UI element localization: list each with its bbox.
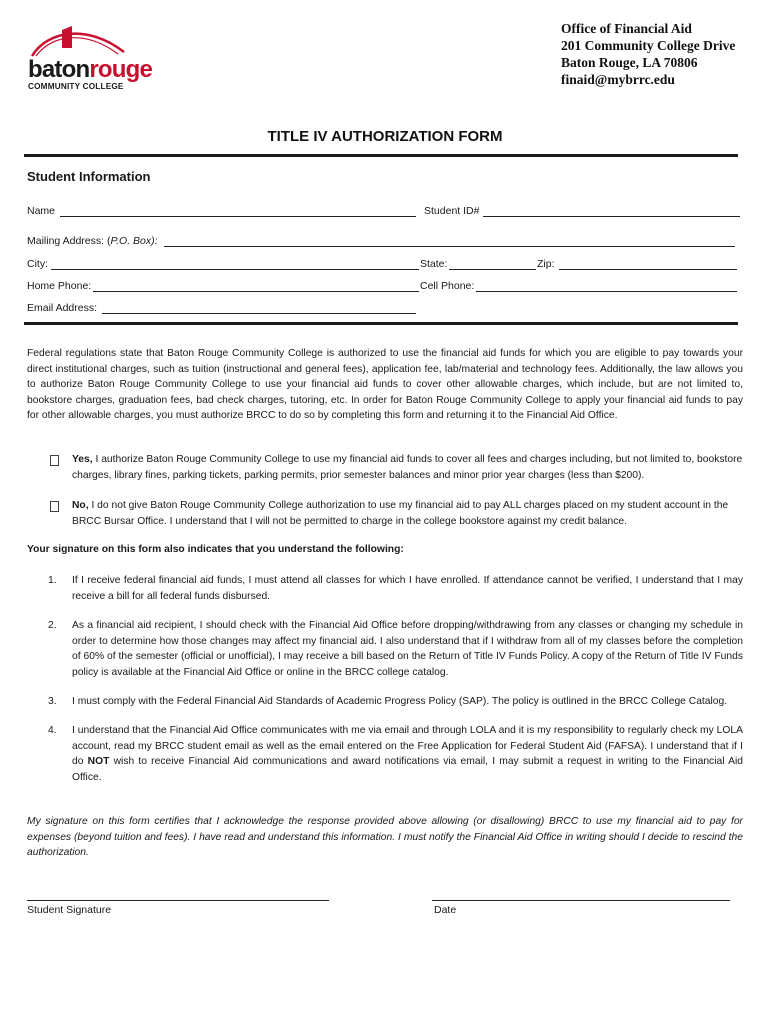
student-id-field[interactable] bbox=[483, 216, 740, 217]
mailing-address-field[interactable] bbox=[164, 246, 735, 247]
zip-field[interactable] bbox=[559, 269, 737, 270]
yes-text: I authorize Baton Rouge Community College to use my financial aid funds to cover all fees and charges including, but not limited to, bookstore charges, library fines, parking tickets, parking permits, prior semester balances and minor prior year charges (less than $200). bbox=[72, 454, 743, 481]
item-number: 1. bbox=[48, 575, 57, 586]
state-field[interactable] bbox=[449, 269, 536, 270]
mailing-label-text: Mailing Address: ( bbox=[27, 235, 111, 247]
section-rule bbox=[24, 322, 738, 325]
title-rule bbox=[24, 154, 738, 157]
list-item: I must comply with the Federal Financial Aid Standards of Academic Progress Policy (SAP). The policy is outlined in the BRCC College Catalog. bbox=[72, 696, 728, 707]
cell-phone-field[interactable] bbox=[476, 291, 737, 292]
item-4-text-bold: NOT bbox=[87, 756, 110, 767]
office-city: Baton Rouge, LA 70806 bbox=[561, 55, 698, 70]
office-name: Office of Financial Aid bbox=[561, 21, 692, 36]
list-item bbox=[72, 723, 743, 785]
office-street: 201 Community College Drive bbox=[561, 38, 736, 53]
item-4-text-before: I understand that the Financial Aid Office communicates with me via email and through LOLA and it is my responsibility to regularly check my LOLA account, read my BRCC student email as well as the email entered on the Free Application for Federal Student Aid (FAFSA). I understand that if I do bbox=[72, 725, 743, 767]
student-id-label: Student ID# bbox=[424, 205, 480, 217]
city-label: City: bbox=[27, 258, 48, 270]
mailing-address-label bbox=[27, 235, 158, 248]
item-4-text-after: wish to receive Financial Aid communications and award notifications via email, I may submit a request in writing to the Financial Aid Office. bbox=[72, 756, 743, 783]
item-number: 3. bbox=[48, 696, 57, 707]
home-phone-field[interactable] bbox=[93, 291, 419, 292]
form-title: TITLE IV AUTHORIZATION FORM bbox=[267, 128, 503, 145]
office-address bbox=[561, 20, 735, 88]
yes-option-text bbox=[72, 452, 743, 483]
zip-label: Zip: bbox=[537, 258, 555, 270]
date-field[interactable] bbox=[432, 900, 730, 901]
yes-bold: Yes, bbox=[72, 454, 93, 465]
no-option-text bbox=[72, 498, 743, 529]
logo-word-baton: baton bbox=[28, 56, 90, 83]
cell-phone-label: Cell Phone: bbox=[420, 280, 475, 292]
office-email: finaid@mybrrc.edu bbox=[561, 72, 675, 87]
closing-statement: My signature on this form certifies that I acknowledge the response provided above allowing (or disallowing) BRCC to use my financial aid to pay for expenses (beyond tuition and fees). I have read and understand this information. I must notify the Financial Aid Office in writing should I decide to rescind the authorization. bbox=[27, 816, 743, 858]
signature-heading: Your signature on this form also indicates that you understand the following: bbox=[27, 544, 404, 555]
city-field[interactable] bbox=[51, 269, 419, 270]
item-number: 2. bbox=[48, 620, 57, 631]
email-address-label: Email Address: bbox=[27, 302, 98, 314]
home-phone-label: Home Phone: bbox=[27, 280, 92, 292]
email-address-field[interactable] bbox=[102, 313, 416, 314]
student-signature-label: Student Signature bbox=[27, 904, 112, 916]
no-checkbox[interactable] bbox=[50, 501, 59, 512]
logo-subtitle: COMMUNITY COLLEGE bbox=[28, 82, 124, 91]
state-label: State: bbox=[420, 258, 448, 270]
logo-swoosh bbox=[28, 22, 128, 60]
list-item: As a financial aid recipient, I should check with the Financial Aid Office before dropping/withdrawing from any classes or changing my schedule in order to determine how those changes may affect my financial aid. I also understand that if I withdraw from all of my classes before the completion of 60% of the semester (official or unofficial), I may receive a bill based on the Return of Title IV Funds Policy. A copy of the Return of Title IV Funds policy is available at the Financial Aid Office or online in the BRCC college catalog. bbox=[72, 620, 743, 678]
student-signature-field[interactable] bbox=[27, 900, 329, 901]
list-item: If I receive federal financial aid funds, I must attend all classes for which I have enrolled. If attendance cannot be verified, I understand that I may receive a bill for all federal funds disbursed. bbox=[72, 575, 743, 602]
item-number: 4. bbox=[48, 725, 57, 736]
date-label: Date bbox=[434, 904, 457, 916]
name-field[interactable] bbox=[60, 216, 416, 217]
no-text: I do not give Baton Rouge Community College authorization to use my financial aid to pay ALL charges placed on my student account in the BRCC Bursar Office. I understand that I will not be permitted to charge in the college bookstore against my credit balance. bbox=[72, 500, 729, 527]
mailing-label-italic: P.O. Box): bbox=[110, 235, 158, 247]
logo-word-rouge: rouge bbox=[89, 56, 152, 83]
student-info-heading: Student Information bbox=[27, 169, 151, 184]
logo-wordmark bbox=[28, 58, 152, 82]
intro-paragraph: Federal regulations state that Baton Rouge Community College is authorized to use the financial aid funds for which you are eligible to pay towards your direct institutional charges, such as tuition (instructional and general fees), application fee, lab/material and technology fees. Additionally, the law allows you to authorize Baton Rouge Community College to use your financial aid funds to cover other allowable charges, which include, but are not limited to, bookstore charges, graduation fees, bad check charges, tutoring, etc. In order for Baton Rouge Community College to apply your financial aid funds to pay for other allowable charges, you must authorize BRCC to do so by completing this form and returning it to the Financial Aid Office. bbox=[27, 348, 743, 421]
name-label: Name bbox=[27, 205, 56, 217]
no-bold: No, bbox=[72, 500, 89, 511]
yes-checkbox[interactable] bbox=[50, 455, 59, 466]
